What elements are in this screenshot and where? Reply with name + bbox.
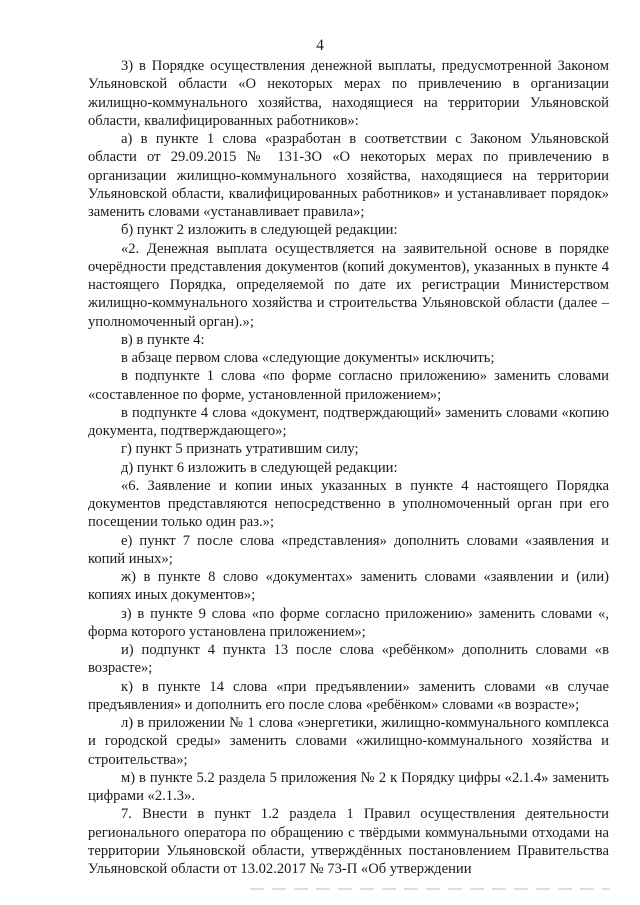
paragraph-subpoint-1: в подпункте 1 слова «по форме согласно приложению» заменить словами «составленное по форме, установленной приложением»;	[88, 368, 609, 403]
paragraph-subitem-a: а) в пункте 1 слова «разработан в соответствии с Законом Ульяновской области от 29.09.2015 № 131-ЗО «О некоторых мерах по привлечению в организации жилищно-коммунального хозяйства, находящиеся на территории Ульяновской области, квалифицированных работников» и устанавливает порядок» заменить словами «устанавливает правила»;	[88, 131, 609, 220]
paragraph-first-clause: в абзаце первом слова «следующие документы» исключить;	[121, 350, 495, 366]
paragraph-item-3: 3) в Порядке осуществления денежной выплаты, предусмотренной Законом Ульяновской области «О некоторых мерах по привлечению в организации жилищно-коммунального хозяйства, находящиеся на территории Ульяновской области, квалифицированных работников»:	[88, 58, 609, 129]
paragraph-subitem-b: б) пункт 2 изложить в следующей редакции:	[121, 222, 398, 239]
paragraph-subitem-d: д) пункт 6 изложить в следующей редакции:	[121, 459, 398, 476]
paragraph-subpoint-4: в подпункте 4 слова «документ, подтверждающий» заменить словами «копию документа, подтверждающего»;	[88, 404, 609, 439]
paragraph-subitem-m: м) в пункте 5.2 раздела 5 приложения № 2 к Порядку цифры «2.1.4» заменить цифрами «2.1.3».	[88, 769, 609, 804]
paragraph-subitem-z: з) в пункте 9 слова «по форме согласно приложению» заменить словами «, форма которого установлена приложением»;	[88, 605, 609, 640]
paragraph-subitem-e: е) пункт 7 после слова «представления» дополнить словами «заявления и копий иных»;	[88, 532, 609, 567]
paragraph-subitem-k: к) в пункте 14 слова «при предъявлении» заменить словами «в случае предъявления» и дополнить его после слова «ребёнком» словами «в возрасте»;	[88, 678, 609, 713]
paragraph-quoted-point-2: «2. Денежная выплата осуществляется на заявительной основе в порядке очерёдности представления документов (копий документов), указанных в пункте 4 настоящего Порядка, определяемой по дате их регистрации Министерством жилищно-коммунального хозяйства и строительства Ульяновской области (далее – уполномоченный орган).»;	[88, 240, 609, 330]
paragraph-item-7: 7. Внести в пункт 1.2 раздела 1 Правил осуществления деятельности регионального оператора по обращению с твёрдыми коммунальными отходами на территории Ульяновской области, утверждённых постановлением Правительства Ульяновской области от 13.02.2017 № 73-П «Об утверждении	[88, 806, 609, 877]
paragraph-quoted-point-6: «6. Заявление и копии иных указанных в пункте 4 настоящего Порядка документов представляются непосредственно в уполномоченный орган при его посещении только один раз.»;	[88, 477, 609, 531]
paragraph-subitem-v: в) в пункте 4:	[121, 331, 205, 348]
document-body	[88, 57, 609, 878]
page-number: 4	[316, 37, 324, 54]
paragraph-subitem-i: и) подпункт 4 пункта 13 после слова «ребёнком» дополнить словами «в возрасте»;	[88, 642, 609, 677]
paragraph-subitem-g: г) пункт 5 признать утратившим силу;	[121, 441, 359, 458]
paragraph-subitem-l: л) в приложении № 1 слова «энергетики, жилищно-коммунального комплекса и городской среды» заменить словами «жилищно-коммунального хозяйства и строительства»;	[88, 715, 609, 768]
scan-edge-artifact	[250, 888, 610, 890]
paragraph-subitem-zh: ж) в пункте 8 слово «документах» заменить словами «заявлении и (или) копиях иных документов»;	[88, 569, 609, 604]
